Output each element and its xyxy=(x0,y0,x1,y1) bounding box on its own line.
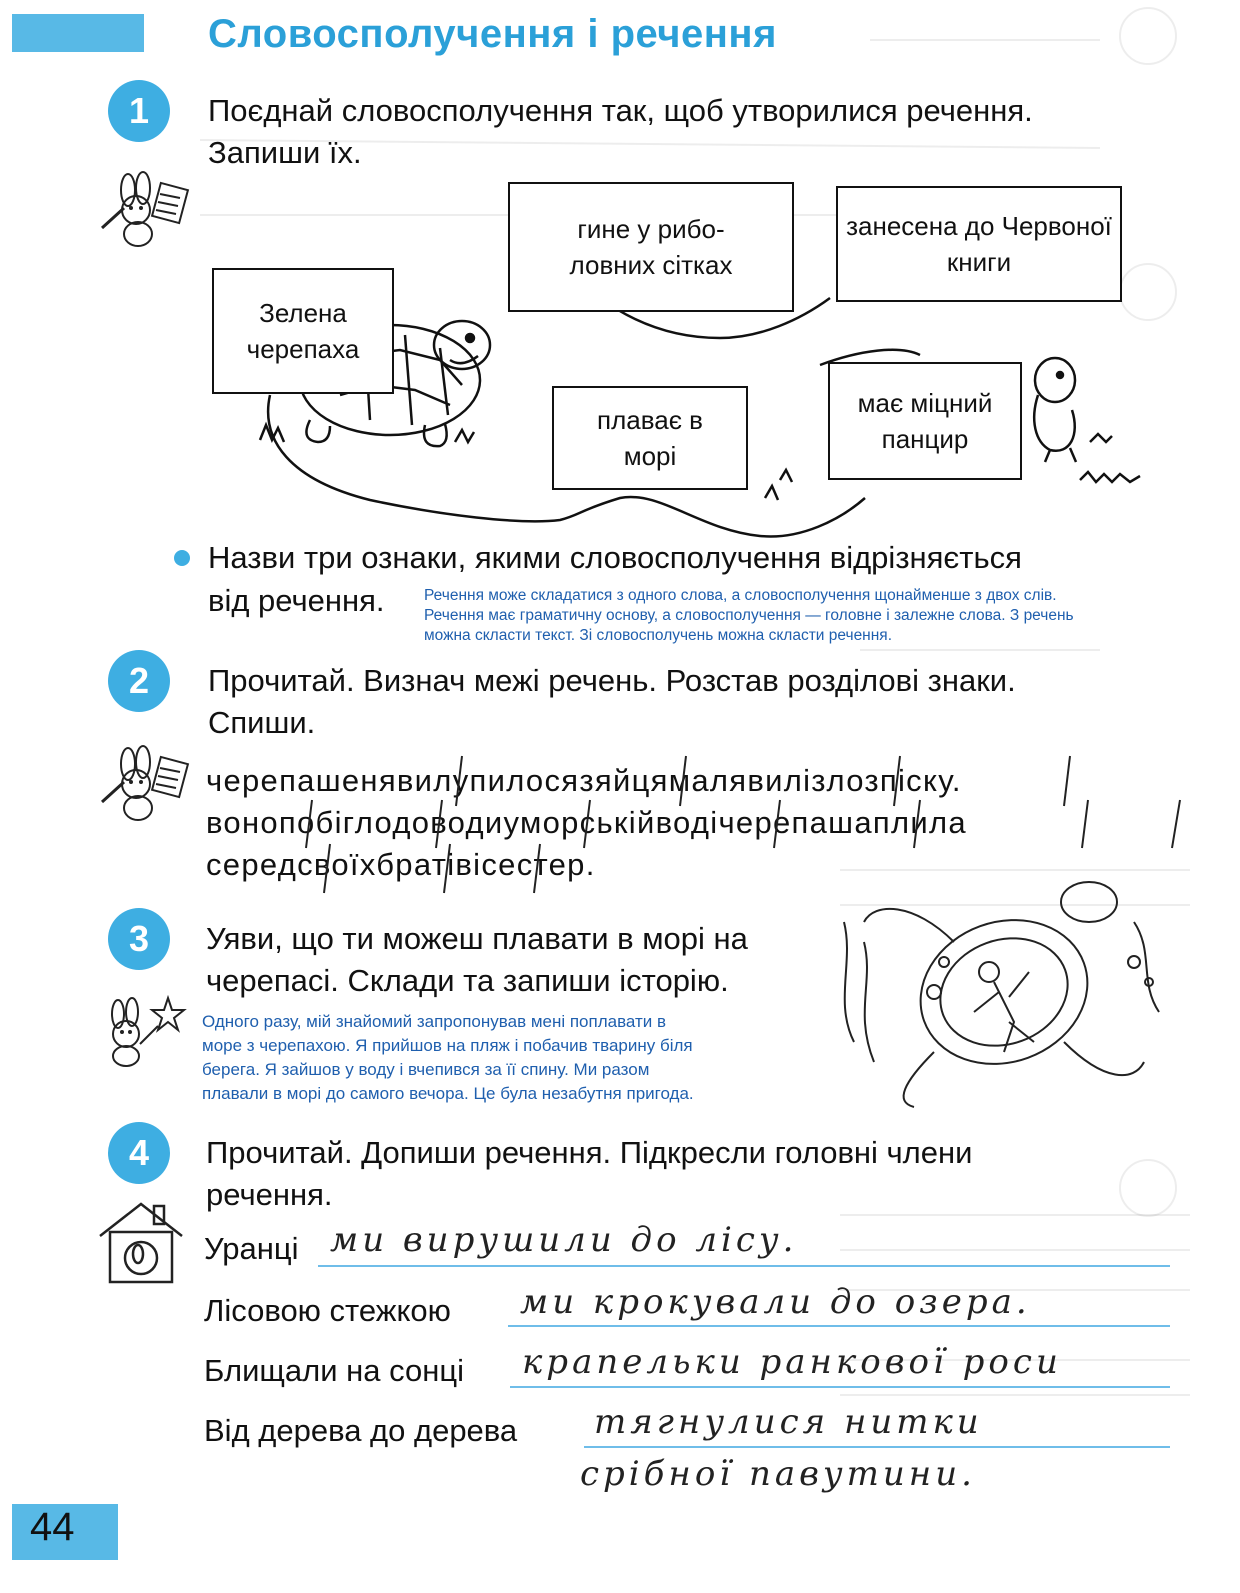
task2-text-line3: середсвоїхбратівісестер. xyxy=(206,847,596,882)
rabbit-writing-icon xyxy=(98,160,193,250)
task1-question-line1: Назви три ознаки, якими словосполучення відрізняється xyxy=(208,540,1022,575)
sign-strong-shell xyxy=(828,362,1022,480)
page-title: Словосполучення і речення xyxy=(208,12,777,56)
sea-turtle-illustration xyxy=(834,862,1174,1112)
task4-row3-answer: крапельки ранкової роси xyxy=(522,1342,1062,1382)
task4-row1-prompt: Уранці xyxy=(204,1231,299,1266)
sign-fishing-nets xyxy=(508,182,794,312)
sign-swims-in-sea xyxy=(552,386,748,490)
task1-instruction-line2: Запиши їх. xyxy=(208,135,362,170)
answer-line xyxy=(318,1265,1170,1267)
task4-instruction-line2: речення. xyxy=(206,1177,333,1212)
task1-question-line2: від речення. xyxy=(208,583,385,618)
task4-row2-prompt: Лісовою стежкою xyxy=(204,1293,451,1328)
bullet-marker xyxy=(174,550,190,566)
header-color-bar xyxy=(12,14,144,52)
sign-text: гине у рибо-ловних сітках xyxy=(569,214,733,280)
sign-text: Зелена черепаха xyxy=(246,298,360,364)
task-number-2: 2 xyxy=(108,650,170,712)
rabbit-star-icon xyxy=(96,992,188,1070)
task2-text-line2: вонопобіглодоводиуморськійводічерепашаплила xyxy=(206,805,967,840)
answer-line xyxy=(508,1325,1170,1327)
task3-instruction-line2: черепасі. Склади та запиши історію. xyxy=(206,963,729,998)
sign-text: занесена до Червоної книги xyxy=(846,211,1112,277)
task3-story-line4: плавали в морі до самого вечора. Це була незабутня пригода. xyxy=(202,1084,694,1103)
task-number-4: 4 xyxy=(108,1122,170,1184)
page-number: 44 xyxy=(30,1505,75,1549)
task2-instruction-line1: Прочитай. Визнач межі речень. Розстав розділові знаки. xyxy=(208,663,1016,698)
task2-instruction-line2: Спиши. xyxy=(208,705,316,740)
task2-text-line1: черепашенявилупилосязяйцямалявилізлозпіску. xyxy=(206,763,962,798)
task4-row4-prompt: Від дерева до дерева xyxy=(204,1413,518,1448)
task4-row4-answer-continuation: срібної павутини. xyxy=(580,1454,976,1494)
task-number-3: 3 xyxy=(108,908,170,970)
rabbit-writing-icon xyxy=(98,734,193,824)
sign-red-book xyxy=(836,186,1122,302)
task1-answer-line1: Речення може складатися з одного слова, а словосполучення щонайменше з двох слів. xyxy=(424,587,1057,604)
answer-line xyxy=(510,1386,1170,1388)
task4-row3-prompt: Блищали на сонці xyxy=(204,1353,464,1388)
task-number-1: 1 xyxy=(108,80,170,142)
task3-story-line3: берега. Я зайшов у воду і вчепився за її спину. Ми разом xyxy=(202,1060,650,1079)
task1-instruction-line1: Поєднай словосполучення так, щоб утворилися речення. xyxy=(208,93,1033,128)
task3-story-line1: Одного разу, мій знайомий запропонував мені поплавати в xyxy=(202,1012,667,1031)
house-icon xyxy=(96,1196,186,1286)
task1-answer-line3: можна скласти текст. Зі словосполучень можна скласти речення. xyxy=(424,627,893,644)
task3-story-line2: море з черепахою. Я прийшов на пляж і побачив тварину біля xyxy=(202,1036,693,1055)
task4-row1-answer: ми вирушили до лісу. xyxy=(330,1220,798,1260)
task4-instruction-line1: Прочитай. Допиши речення. Підкресли головні члени xyxy=(206,1135,973,1170)
task4-row4-answer: тягнулися нитки xyxy=(594,1402,983,1442)
task4-row2-answer: ми крокували до озера. xyxy=(520,1282,1031,1322)
sign-text: має міцний панцир xyxy=(857,388,993,454)
sign-green-turtle xyxy=(212,268,394,394)
task1-answer-line2: Речення має граматичну основу, а словосполучення — головне і залежне слова. З речень xyxy=(424,607,1074,624)
task3-instruction-line1: Уяви, що ти можеш плавати в морі на xyxy=(206,921,748,956)
sign-text: плаває в морі xyxy=(597,405,703,471)
answer-line xyxy=(584,1446,1170,1448)
